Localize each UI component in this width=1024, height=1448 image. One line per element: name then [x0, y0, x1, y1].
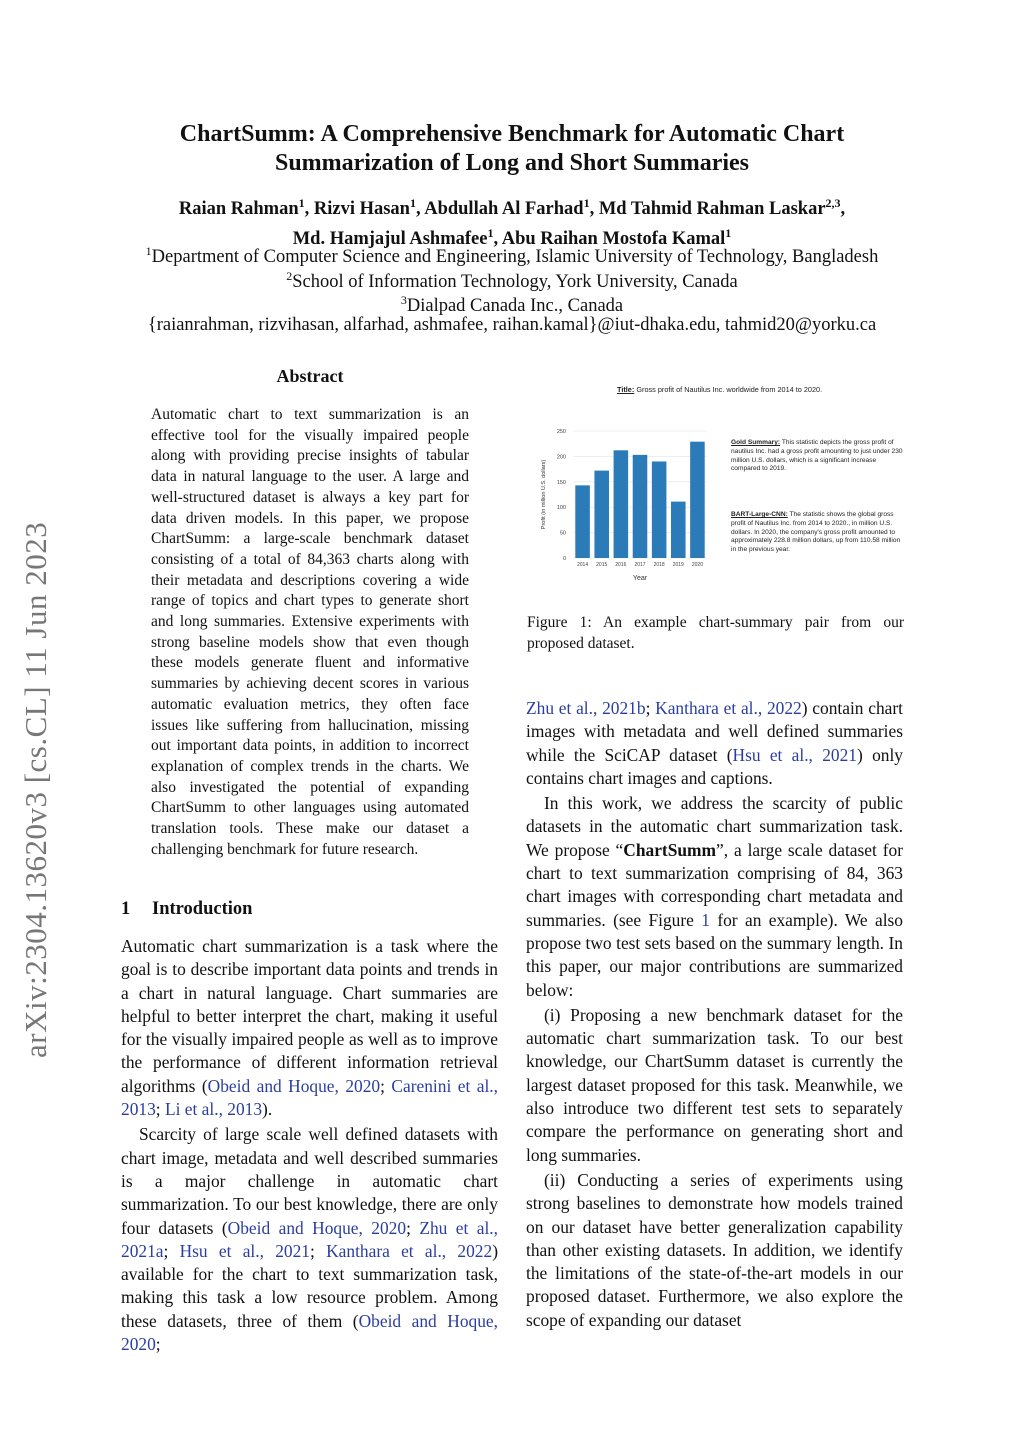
x-tick-label: 2016 — [615, 562, 627, 568]
citation-link[interactable]: Hsu et al., 2021 — [179, 1240, 310, 1261]
text-run: ; — [155, 1334, 161, 1355]
citation-link[interactable]: Carenini et al., 2013 — [121, 1075, 498, 1120]
citation-link[interactable]: Kanthara et al., 2022 — [655, 698, 802, 718]
figure-1 — [527, 383, 903, 595]
citation-link[interactable]: Zhu et al., 2021a — [121, 1217, 498, 1261]
affil-text: Department of Computer Science and Engineering, Islamic University of Technology, Bangladesh — [151, 247, 879, 268]
author-name: Abdullah Al Farhad — [424, 199, 584, 220]
y-tick-label: 250 — [556, 429, 566, 435]
x-axis-label: Year — [632, 575, 648, 582]
text-run: ) contain chart images with metadata and well defined summaries while the SciCAP dataset ( — [526, 698, 903, 765]
citation-link[interactable]: Zhu et al., 2021b — [526, 698, 646, 718]
y-tick-label: 50 — [559, 530, 566, 537]
bar-chart — [527, 383, 727, 595]
paragraph — [526, 697, 903, 790]
x-tick-label: 2017 — [634, 562, 646, 568]
x-tick-label: 2014 — [577, 562, 589, 568]
author-sep: , — [493, 229, 502, 250]
author-emails: {raianrahman, rizvihasan, alfarhad, ashmafee, raihan.kamal}@iut-dhaka.edu, tahmid20@yorku.ca — [147, 315, 877, 335]
author-name: Rizvi Hasan — [313, 199, 410, 220]
citation-link[interactable]: Hsu et al., 2021 — [732, 744, 857, 765]
bar — [614, 450, 629, 558]
affil-num: 1 — [145, 244, 152, 258]
gold-summary-label: Gold Summary: — [731, 439, 781, 446]
abstract-heading: Abstract — [276, 366, 344, 386]
affil-text: Dialpad Canada Inc., Canada — [406, 296, 624, 317]
bar — [575, 485, 590, 558]
right-column-text — [526, 697, 903, 1332]
citation-link[interactable]: Li et al., 2013 — [164, 1099, 263, 1120]
author-affil-mark: 1 — [725, 226, 732, 241]
gold-summary-text: This statistic depicts the gross profit of nautilus Inc. had a gross profit amounting to just under 230 million U.S. dollars, which is a significant increase compared to 2019. — [731, 439, 903, 473]
author-sep: , — [589, 199, 599, 220]
gold-summary — [731, 439, 903, 474]
bar — [652, 461, 667, 558]
title-line-1: ChartSumm: A Comprehensive Benchmark for Automatic Chart — [179, 121, 845, 147]
paragraph — [121, 935, 498, 1121]
text-run: ) available for the chart to text summarization task, making this task a low resource problem. Among these datasets, three of them ( — [121, 1240, 498, 1331]
bar — [594, 471, 609, 558]
figure-ref-link[interactable]: 1 — [701, 909, 710, 930]
text-run: ; — [645, 698, 656, 718]
paragraph: (ii) Conducting a series of experiments using strong baselines to demonstrate how models trained on our dataset have better generalization capability than other existing datasets. In addition, we identify the limitations of the state-of-the-art models in our proposed dataset. Furthermore, we also explore the scope of expanding our dataset — [526, 1169, 903, 1330]
author-affil-mark: 1 — [298, 196, 305, 210]
text-run: Scarcity of large scale well defined datasets with chart image, metadata and well described summaries is a major challenge in automatic chart summarization. To our best knowledge, there are only four datasets ( — [121, 1124, 498, 1238]
arxiv-stamp: arXiv:2304.13620v3 [cs.CL] 11 Jun 2023 — [18, 521, 53, 1058]
section-number: 1 — [121, 899, 131, 919]
affil-text: School of Information Technology, York University, Canada — [292, 272, 738, 293]
section-title: Introduction — [152, 899, 253, 919]
text-run: ; — [380, 1075, 392, 1096]
paragraph: (i) Proposing a new benchmark dataset for the automatic chart summarization task. To our best knowledge, our ChartSumm dataset is currently the largest dataset proposed for this task. Meanwhile, we also introduce two different test sets to separately compare the performance on generating short and long summaries. — [526, 1004, 903, 1165]
author-name: Md. Hamjajul Ashmafee — [292, 229, 488, 250]
bar — [633, 455, 648, 558]
bar — [690, 442, 705, 558]
text-run: In this work, we address the scarcity of public datasets in the automatic chart summarization task. We propose “ — [526, 793, 903, 860]
author-sep: , — [304, 199, 314, 220]
author-sep: , — [415, 199, 425, 220]
author-sep: , — [840, 199, 846, 220]
figure-title-text: Gross profit of Nautilus Inc. worldwide from 2014 to 2020. — [634, 385, 823, 394]
text-run: ; — [406, 1217, 420, 1238]
bart-summary — [731, 511, 903, 555]
abstract-body: Automatic chart to text summarization is an effective tool for the visually impaired people along with providing precise insights of tabular data in natural language to the user. A large and well-structured dataset is always a key part for data driven models. In this paper, we propose ChartSumm: a large-scale benchmark dataset consisting of a total of 84,363 charts along with their metadata and descriptions covering a wide range of topics and chart types to generate short and long summaries. Extensive experiments with strong baseline models show that even though these models generate fluent and informative summaries by achieving decent scores in various automatic evaluation metrics, they often face issues like suffering from hallucination, missing out important data points, in addition to incorrect explanation of complex trends in the charts. We also investigated the potential of expanding ChartSumm to other languages using automated translation tools. These make our dataset a challenging benchmark for future research. — [151, 406, 469, 858]
author-affil-mark: 2,3 — [825, 196, 841, 210]
figure-title-label: Title: — [617, 385, 635, 394]
bart-summary-text: The statistic shows the global gross profit of Nautilus Inc. from 2014 to 2020., in million U.S. dollars. In 2020, the company's gross profit amounted to approximately 228.8 million dollars, up from 110.58 million in the previous year. — [731, 511, 901, 554]
author-name: Raian Rahman — [178, 199, 299, 220]
text-run: Automatic chart summarization is a task where the goal is to describe important data points and trends in a chart in natural language. Chart summaries are helpful to better interpret the chart, making it useful for the visually impaired people as well as to improve the performance of different information retrieval algorithms ( — [121, 936, 498, 1096]
paragraph — [526, 792, 903, 1002]
author-name: Md Tahmid Rahman Laskar — [598, 199, 826, 220]
y-tick-label: 150 — [556, 479, 566, 486]
author-affil-mark: 1 — [409, 196, 416, 210]
y-tick-label: 0 — [562, 556, 566, 562]
citation-link[interactable]: Obeid and Hoque, 2020 — [207, 1075, 381, 1096]
text-run: ) only contains chart images and captions. — [526, 744, 903, 788]
title-line-2: Summarization of Long and Short Summaries — [274, 150, 750, 176]
figure-caption: Figure 1: An example chart-summary pair from our proposed dataset. — [527, 614, 904, 652]
text-run: ”, a large scale dataset for chart to text summarization comprising of 84, 363 chart images with corresponding chart metadata and summaries. (see Figure — [526, 839, 903, 930]
author-affil-mark: 1 — [487, 226, 494, 241]
bart-summary-label: BART-Large-CNN: — [731, 511, 788, 518]
section-heading — [121, 899, 252, 920]
x-tick-label: 2018 — [653, 562, 665, 568]
paragraph — [121, 1123, 498, 1356]
x-tick-label: 2020 — [691, 562, 703, 568]
x-tick-label: 2019 — [672, 562, 684, 568]
citation-link[interactable]: Obeid and Hoque, 2020 — [121, 1310, 498, 1355]
citation-link[interactable]: Obeid and Hoque, 2020 — [227, 1217, 407, 1238]
text-run: ). — [262, 1099, 273, 1120]
text-run: ; — [163, 1240, 180, 1261]
affil-num: 2 — [286, 269, 293, 283]
author-name: Abu Raihan Mostofa Kamal — [501, 229, 726, 250]
y-axis-label: Profit (in million U.S. dollars) — [541, 459, 547, 530]
y-tick-label: 100 — [556, 505, 566, 512]
author-affil-mark: 1 — [583, 196, 590, 210]
bar — [671, 502, 686, 558]
dataset-name: ChartSumm — [623, 839, 717, 860]
y-tick-label: 200 — [556, 454, 566, 461]
text-run: for an example). We also propose two test sets based on the summary length. In this paper, our major contributions are summarized below: — [526, 909, 903, 1000]
citation-link[interactable]: Kanthara et al., 2022 — [326, 1240, 493, 1261]
left-column-text — [121, 935, 498, 1356]
text-run: ; — [310, 1240, 327, 1261]
x-tick-label: 2015 — [596, 562, 608, 568]
paper-title — [112, 120, 912, 178]
affil-num: 3 — [400, 293, 407, 307]
text-run: ; — [155, 1099, 165, 1120]
